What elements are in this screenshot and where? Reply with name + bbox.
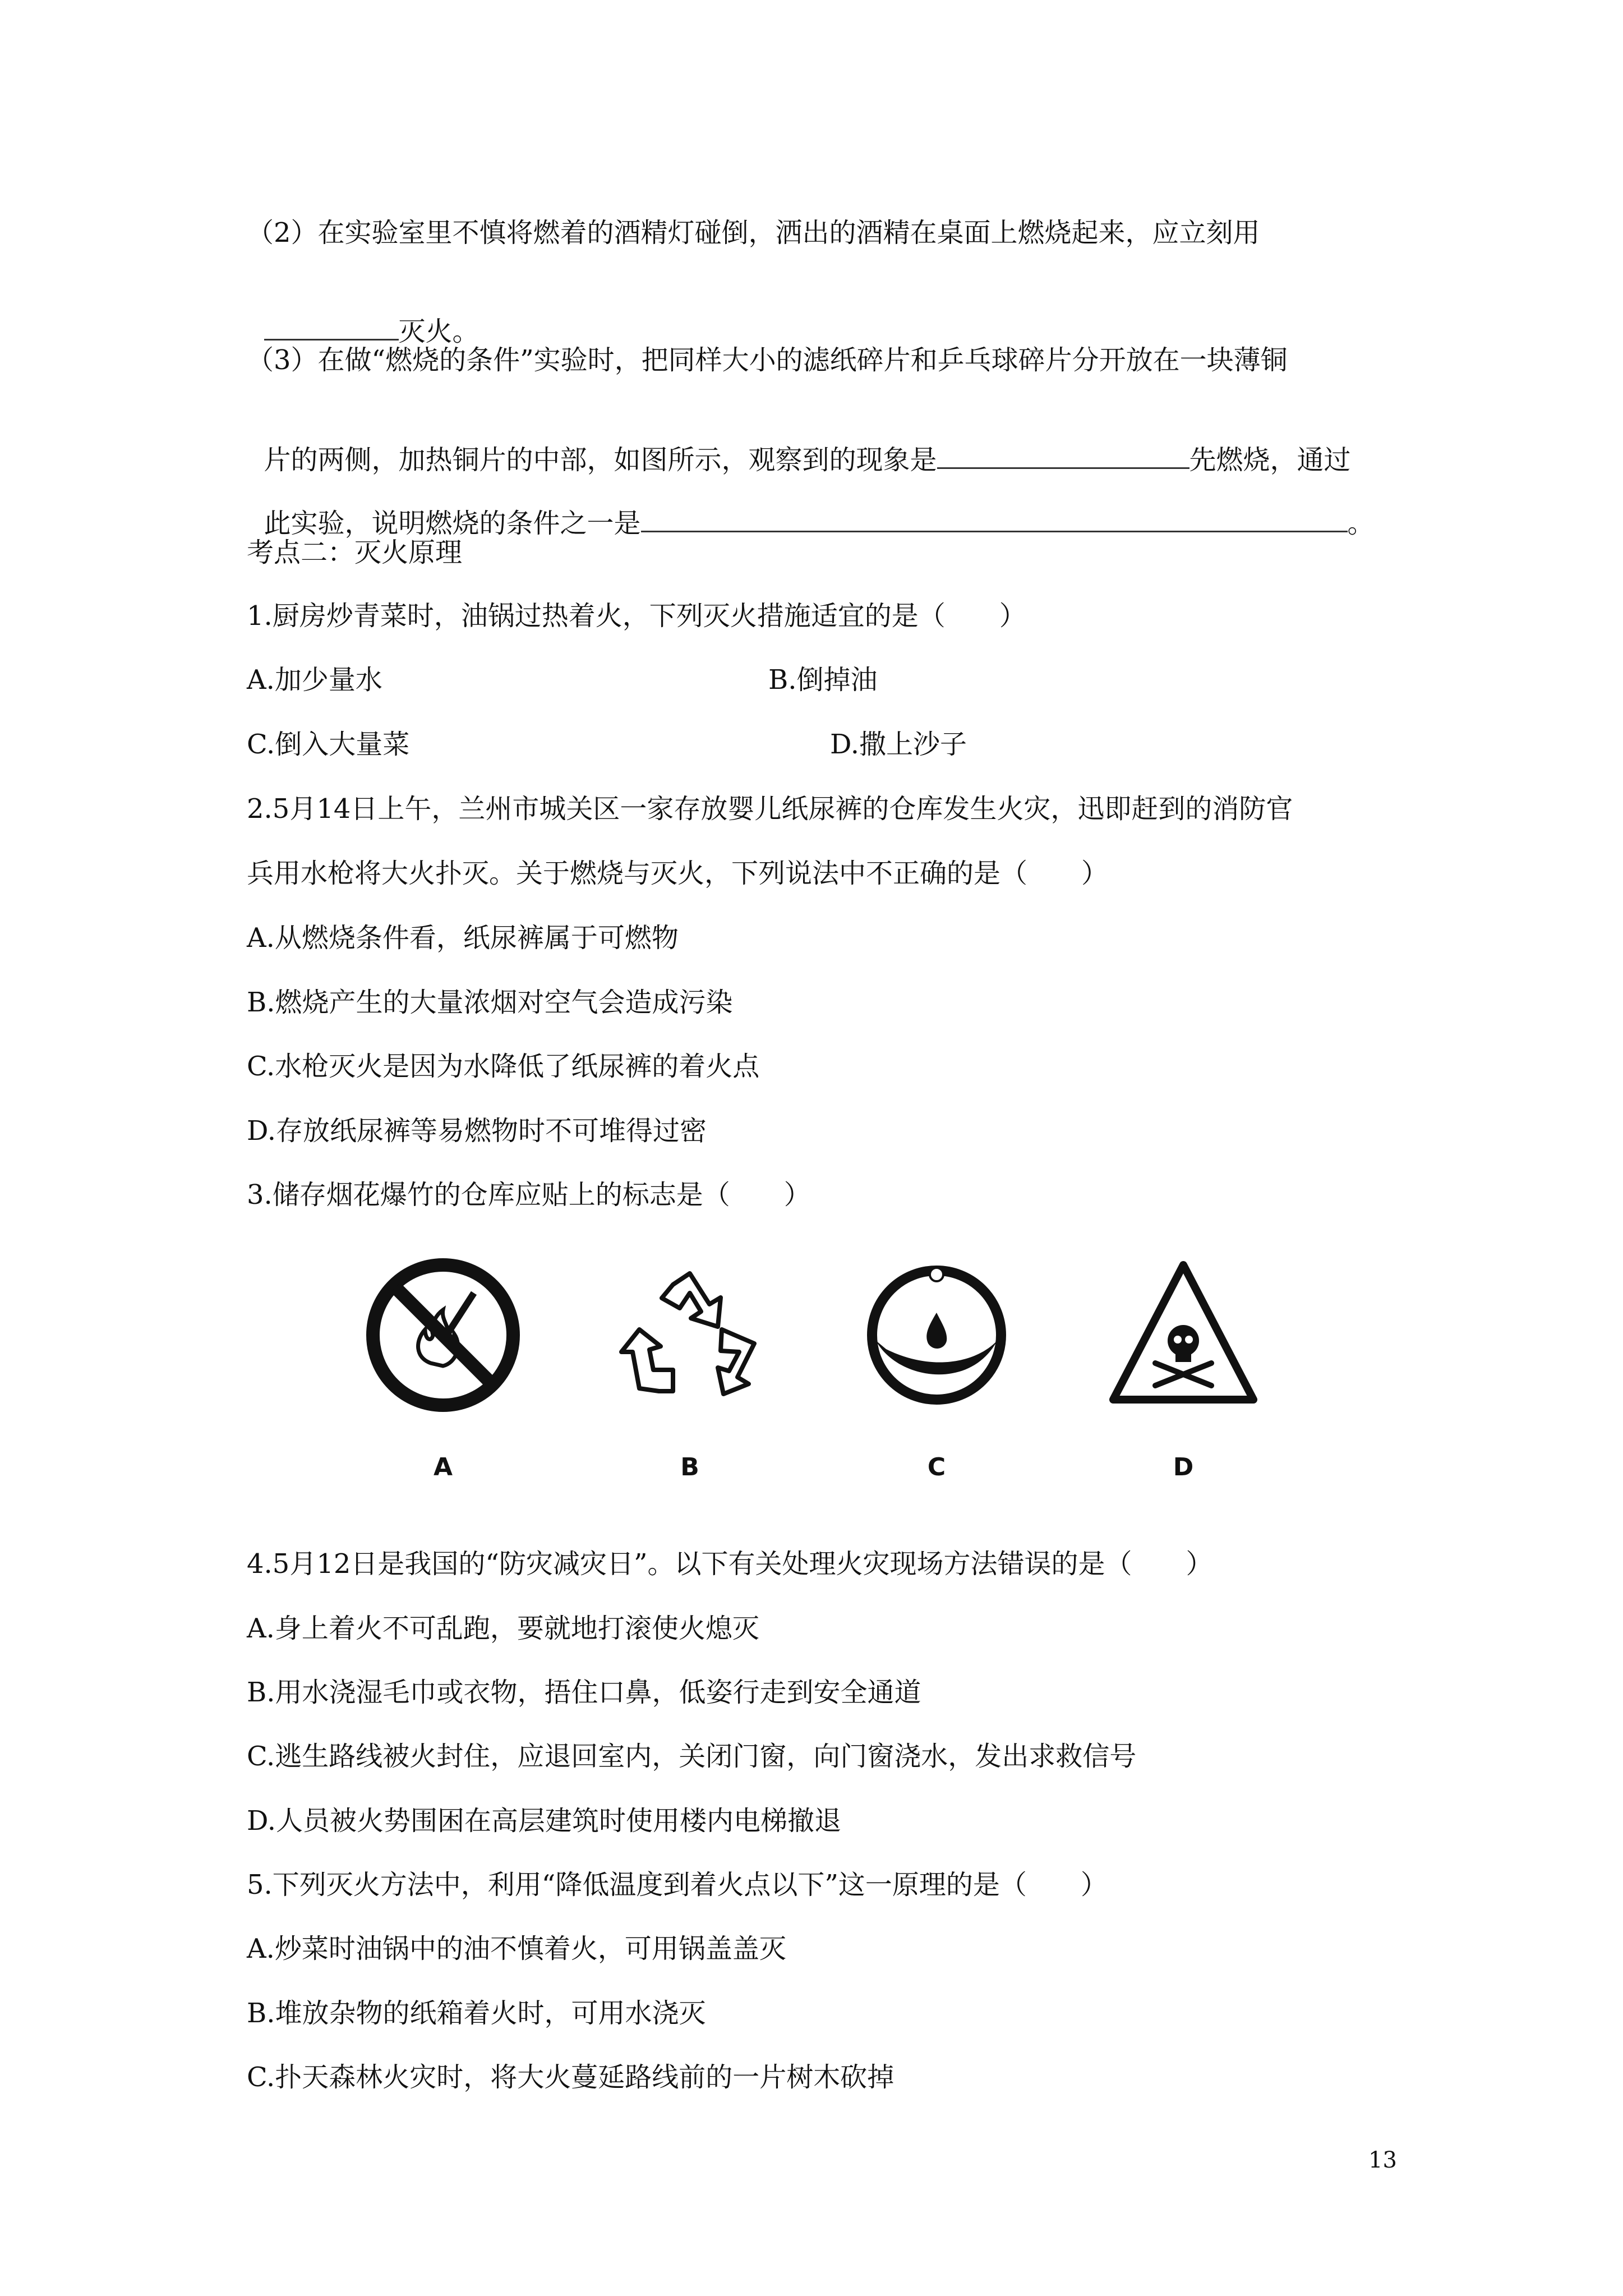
sign-label: B	[680, 1453, 699, 1481]
question-line: 片的两侧，加热铜片的中部，如图所示，观察到的现象是 先燃烧，通过	[247, 408, 1351, 477]
option: B.用水浇湿毛巾或衣物，捂住口鼻，低姿行走到安全通道	[247, 1677, 921, 1708]
option: B.燃烧产生的大量浓烟对空气会造成污染	[247, 987, 733, 1018]
question-line: 4.5月12日是我国的“防灾减灾日”。以下有关处理火灾现场方法错误的是（ ）	[247, 1548, 1213, 1580]
option: C.扑天森林火灾时，将大火蔓延路线前的一片树木砍掉	[247, 2062, 895, 2093]
question-line: 2.5月14日上午，兰州市城关区一家存放婴儿纸尿裤的仓库发生火灾，迅即赶到的消防官	[247, 793, 1293, 825]
option: B.倒掉油	[768, 664, 878, 696]
option: B.堆放杂物的纸箱着火时，可用水浇灭	[247, 1998, 706, 2029]
no-fire-sign-icon	[359, 1251, 527, 1419]
question-line: （3）在做“燃烧的条件”实验时，把同样大小的滤纸碎片和乒乓球碎片分开放在一块薄铜	[247, 344, 1288, 376]
option: C.逃生路线被火封住，应退回室内，关闭门窗，向门窗浇水，发出求救信号	[247, 1741, 1137, 1772]
option: A.炒菜时油锅中的油不慎着火，可用锅盖盖灭	[247, 1933, 786, 1964]
option: D.撒上沙子	[830, 729, 967, 760]
answer-blank[interactable]	[641, 505, 1348, 532]
toxic-sign-icon	[1099, 1251, 1267, 1419]
sign-label: C	[927, 1453, 946, 1481]
sign-options	[359, 1251, 1267, 1543]
water-saving-sign-icon	[852, 1251, 1021, 1419]
option: C.水枪灭火是因为水降低了纸尿裤的着火点	[247, 1051, 760, 1082]
answer-blank[interactable]	[264, 313, 399, 341]
recycle-sign-icon	[606, 1251, 774, 1419]
question-line: 5.下列灭火方法中，利用“降低温度到着火点以下”这一原理的是（ ）	[247, 1869, 1108, 1901]
question-line: （2）在实验室里不慎将燃着的酒精灯碰倒，洒出的酒精在桌面上燃烧起来，应立刻用	[247, 217, 1260, 249]
option: A.从燃烧条件看，纸尿裤属于可燃物	[247, 922, 679, 954]
sign-label: A	[433, 1453, 453, 1481]
option: C.倒入大量菜	[247, 729, 410, 760]
question-line: 1.厨房炒青菜时，油锅过热着火，下列灭火措施适宜的是（ ）	[247, 600, 1026, 632]
option: D.人员被火势围困在高层建筑时使用楼内电梯撤退	[247, 1805, 842, 1837]
page-number: 13	[1368, 2147, 1397, 2173]
option: A.加少量水	[247, 664, 382, 696]
answer-blank[interactable]	[937, 441, 1189, 469]
option: D.存放纸尿裤等易燃物时不可堆得过密	[247, 1115, 707, 1147]
sign-label: D	[1173, 1453, 1194, 1481]
option: A.身上着火不可乱跑，要就地打滚使火熄灭	[247, 1613, 759, 1644]
question-line: 灭火。	[247, 279, 479, 348]
question-line: 兵用水枪将大火扑灭。关于燃烧与灭火，下列说法中不正确的是（ ）	[247, 858, 1109, 889]
question-line: 此实验，说明燃烧的条件之一是 。	[247, 471, 1375, 540]
question-line: 3.储存烟花爆竹的仓库应贴上的标志是（ ）	[247, 1179, 811, 1211]
section-heading: 考点二：灭火原理	[247, 537, 463, 568]
